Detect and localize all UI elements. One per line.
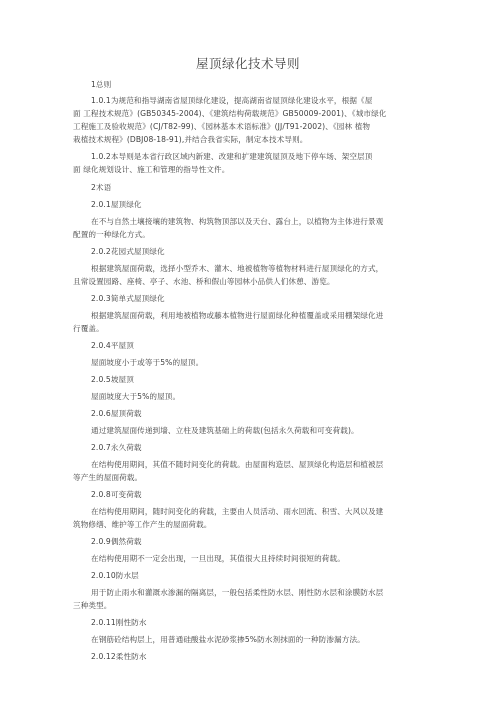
paragraph-line: 且常设置园路、座椅、亭子、水池、桥和假山等园林小品供人们休憩、游览。 xyxy=(73,277,335,286)
term-heading: 2.0.1屋顶绿化 xyxy=(91,200,142,209)
paragraph-line: 在结构使用期不一定会出现，一旦出现，其值很大且持续时间很短的荷载。 xyxy=(91,554,345,563)
paragraph-line: 在钢筋砼结构层上，用普通硅酸盐水泥砂浆掺5%防水剂抹面的一种防渗漏方法。 xyxy=(91,635,365,644)
term-heading: 2.0.5坡屋顶 xyxy=(91,375,134,384)
term-heading: 2.0.8可变荷载 xyxy=(91,490,142,499)
paragraph-line: 等产生的屋面荷载。 xyxy=(73,473,143,482)
paragraph-line: 面 工程技术规范》(GB50345-2004)、《建筑结构荷载规范》GB50009-2001)、《城市绿化 xyxy=(73,109,387,118)
paragraph-line: 在结构使用期间，其值不随时间变化的荷载。由屋面构造层、屋顶绿化构造层和植被层 xyxy=(91,460,384,469)
paragraph-line: 屋面坡度小于或等于5%的屋顶。 xyxy=(91,358,204,367)
paragraph-line: 在不与自然土壤接壤的建筑物、构筑物顶部以及天台、露台上，以植物为主体进行景观 xyxy=(91,217,384,226)
term-heading: 2.0.7永久荷载 xyxy=(91,443,142,452)
paragraph-line: 通过建筑屋面传递到墙、立柱及建筑基础上的荷载(包括永久荷载和可变荷载)。 xyxy=(91,426,359,435)
paragraph-line: 根据建筑屋面荷载，利用地被植物或藤本植物进行屋面绿化种植覆盖或采用棚架绿化进 xyxy=(91,311,384,320)
paragraph-line: 三种类型。 xyxy=(73,601,112,610)
term-heading: 2.0.10防水层 xyxy=(91,571,139,580)
paragraph-line: 在结构使用期间，随时间变化的荷载，主要由人员活动、雨水回流、积雪、大风以及建 xyxy=(91,507,384,516)
term-heading: 2.0.9偶然荷载 xyxy=(91,537,142,546)
term-heading: 2.0.6屋顶荷载 xyxy=(91,409,142,418)
term-heading: 2.0.2花园式屋顶绿化 xyxy=(91,247,165,256)
paragraph-line: 筑物修缮、维护等工作产生的屋面荷载。 xyxy=(73,520,212,529)
paragraph-line: 配置的一种绿化方式。 xyxy=(73,230,150,239)
paragraph-line: 面 绿化规划设计、施工和管理的指导性文件。 xyxy=(73,165,230,174)
term-heading: 2.0.12柔性防水 xyxy=(91,652,147,661)
paragraph-line: 屋面坡度大于5%的屋顶。 xyxy=(91,392,181,401)
paragraph-line: 栽植技术规程》(DBJ08-18-91),并结合我省实际，制定本技术导则。 xyxy=(73,135,308,144)
section-heading: 2术语 xyxy=(91,183,112,192)
paragraph-line: 工程施工及验收规范》(CJ/T82-99)、《园林基本术语标准》(JJ/T91-2002)、《园林 植物 xyxy=(73,122,371,131)
paragraph-line: 行覆盖。 xyxy=(73,324,104,333)
term-heading: 2.0.4平屋顶 xyxy=(91,341,134,350)
paragraph-line: 用于防止雨水和灌溉水渗漏的隔离层，一般包括柔性防水层、刚性防水层和涂膜防水层 xyxy=(91,588,384,597)
paragraph-line: 1.0.2本导则是本省行政区域内新建、改建和扩建建筑屋顶及地下停车场、架空层顶 xyxy=(91,152,373,161)
term-heading: 2.0.3简单式屋顶绿化 xyxy=(91,294,165,303)
paragraph-line: 根据建筑屋面荷载，选择小型乔木、灌木、地被植物等植物材料进行屋顶绿化的方式， xyxy=(91,264,384,273)
paragraph-line: 1.0.1为规范和指导湖南省屋顶绿化建设，提高湖南省屋顶绿化建设水平，根据《屋 xyxy=(91,96,373,105)
term-heading: 2.0.11刚性防水 xyxy=(91,618,147,627)
document-title: 屋顶绿化技术导则 xyxy=(195,56,300,71)
section-heading: 1总则 xyxy=(91,80,112,89)
